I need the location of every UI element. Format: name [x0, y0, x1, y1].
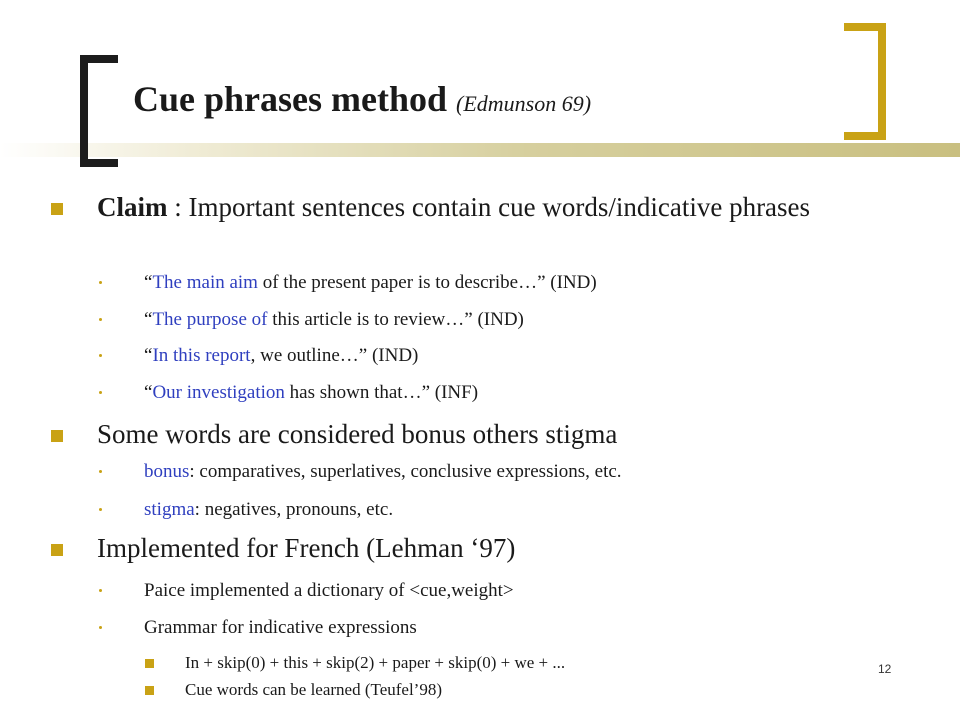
example-rest: this article is to review…” (IND) [267, 309, 524, 330]
example-rest: of the present paper is to describe…” (IND) [257, 272, 597, 293]
french-subitem-1 [185, 652, 565, 674]
cue-phrase: The purpose of [152, 309, 268, 330]
quote-mark: “ [144, 382, 153, 403]
slide-title-citation: (Edmunson 69) [456, 91, 592, 116]
bullet-bonus-stigma [97, 418, 877, 451]
small-square-bullet-icon [145, 659, 154, 668]
slide-title-text: Cue phrases method [133, 79, 448, 119]
french-text: Implemented for French (Lehman ‘97) [97, 533, 516, 563]
square-bullet-icon [51, 430, 63, 442]
claim-example-1 [144, 271, 597, 295]
example-rest: has shown that…” (INF) [284, 382, 479, 403]
french-item-1 [144, 579, 514, 603]
stigma-item [144, 498, 393, 522]
quote-mark: “ [144, 345, 153, 366]
small-square-bullet-icon [145, 686, 154, 695]
dot-bullet-icon [99, 470, 102, 473]
french-item-text: Grammar for indicative expressions [144, 617, 417, 638]
french-item-text: Paice implemented a dictionary of <cue,weight> [144, 580, 514, 601]
claim-example-3 [144, 344, 418, 368]
dot-bullet-icon [99, 508, 102, 511]
cue-term-desc: : comparatives, superlatives, conclusive expressions, etc. [189, 461, 622, 482]
dot-bullet-icon [99, 318, 102, 321]
cue-term: stigma [144, 499, 195, 520]
dot-bullet-icon [99, 589, 102, 592]
french-subitem-2 [185, 679, 442, 701]
dot-bullet-icon [99, 281, 102, 284]
dot-bullet-icon [99, 391, 102, 394]
square-bullet-icon [51, 203, 63, 215]
bullet-claim [97, 191, 877, 224]
cue-phrase: The main aim [152, 272, 258, 293]
example-rest: , we outline…” (IND) [250, 345, 419, 366]
dot-bullet-icon [99, 354, 102, 357]
slide-page-number: 12 [878, 662, 892, 676]
french-subitem-text: Cue words can be learned (Teufel’98) [185, 680, 443, 699]
claim-example-4 [144, 381, 478, 405]
bonus-stigma-text: Some words are considered bonus others stigma [97, 419, 618, 449]
square-bullet-icon [51, 544, 63, 556]
quote-mark: “ [144, 309, 153, 330]
bullet-french [97, 532, 877, 565]
bonus-item [144, 460, 622, 484]
dot-bullet-icon [99, 626, 102, 629]
french-item-2 [144, 616, 417, 640]
cue-phrase: Our investigation [152, 382, 285, 403]
claim-text: : Important sentences contain cue words/indicative phrases [167, 192, 811, 222]
cue-term-desc: : negatives, pronouns, etc. [194, 499, 394, 520]
claim-label: Claim [97, 192, 168, 222]
french-subitem-text: In + skip(0) + this + skip(2) + paper + skip(0) + we + ... [185, 653, 566, 672]
claim-example-2 [144, 308, 524, 332]
quote-mark: “ [144, 272, 153, 293]
cue-phrase: In this report [152, 345, 251, 366]
cue-term: bonus [144, 461, 190, 482]
